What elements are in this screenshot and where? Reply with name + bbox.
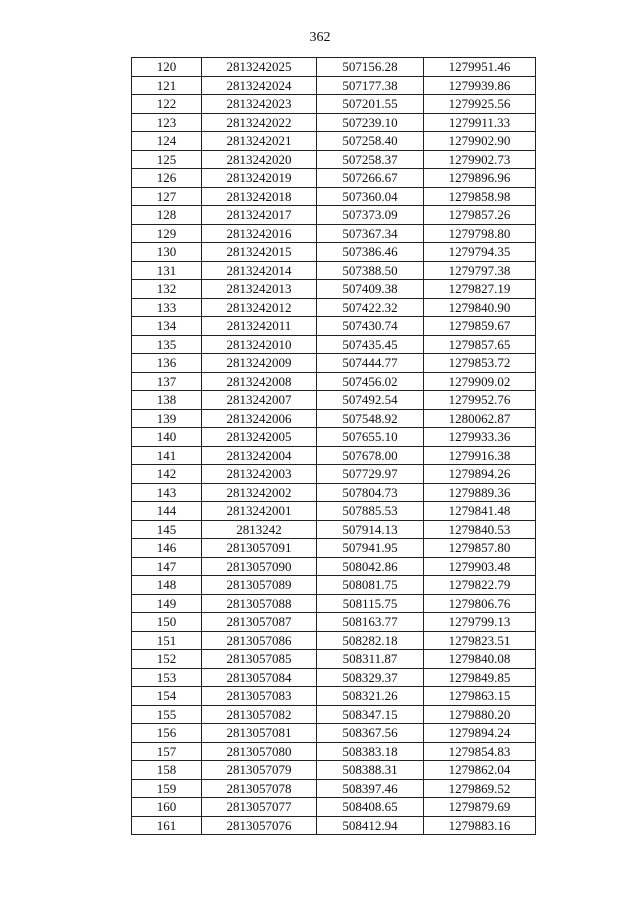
x-coordinate-cell: 507804.73 xyxy=(317,483,424,502)
x-coordinate-cell: 508347.15 xyxy=(317,705,424,724)
code-cell: 2813242 xyxy=(202,520,317,539)
x-coordinate-cell: 507885.53 xyxy=(317,502,424,521)
x-coordinate-cell: 507258.37 xyxy=(317,150,424,169)
row-number-cell: 133 xyxy=(132,298,202,317)
table-row xyxy=(132,557,536,576)
code-cell: 2813242017 xyxy=(202,206,317,225)
row-number-cell: 123 xyxy=(132,113,202,132)
x-coordinate-cell: 507729.97 xyxy=(317,465,424,484)
x-coordinate-cell: 507548.92 xyxy=(317,409,424,428)
code-cell: 2813242012 xyxy=(202,298,317,317)
y-coordinate-cell: 1279798.80 xyxy=(424,224,536,243)
code-cell: 2813242015 xyxy=(202,243,317,262)
y-coordinate-cell: 1279903.48 xyxy=(424,557,536,576)
table-row xyxy=(132,280,536,299)
x-coordinate-cell: 507266.67 xyxy=(317,169,424,188)
x-coordinate-cell: 507373.09 xyxy=(317,206,424,225)
x-coordinate-cell: 507914.13 xyxy=(317,520,424,539)
table-row xyxy=(132,594,536,613)
code-cell: 2813242002 xyxy=(202,483,317,502)
x-coordinate-cell: 507258.40 xyxy=(317,132,424,151)
y-coordinate-cell: 1279889.36 xyxy=(424,483,536,502)
x-coordinate-cell: 508408.65 xyxy=(317,798,424,817)
code-cell: 2813242018 xyxy=(202,187,317,206)
x-coordinate-cell: 508383.18 xyxy=(317,742,424,761)
x-coordinate-cell: 507435.45 xyxy=(317,335,424,354)
y-coordinate-cell: 1279951.46 xyxy=(424,58,536,77)
y-coordinate-cell: 1279952.76 xyxy=(424,391,536,410)
table-row xyxy=(132,465,536,484)
code-cell: 2813242025 xyxy=(202,58,317,77)
y-coordinate-cell: 1279863.15 xyxy=(424,687,536,706)
table-row xyxy=(132,650,536,669)
code-cell: 2813242007 xyxy=(202,391,317,410)
table-row xyxy=(132,668,536,687)
table-row xyxy=(132,95,536,114)
code-cell: 2813057077 xyxy=(202,798,317,817)
table-row xyxy=(132,335,536,354)
x-coordinate-cell: 507239.10 xyxy=(317,113,424,132)
code-cell: 2813057081 xyxy=(202,724,317,743)
table-row xyxy=(132,613,536,632)
code-cell: 2813242009 xyxy=(202,354,317,373)
row-number-cell: 138 xyxy=(132,391,202,410)
code-cell: 2813242008 xyxy=(202,372,317,391)
coordinates-table xyxy=(131,57,536,835)
row-number-cell: 153 xyxy=(132,668,202,687)
x-coordinate-cell: 508115.75 xyxy=(317,594,424,613)
table-row xyxy=(132,705,536,724)
x-coordinate-cell: 508081.75 xyxy=(317,576,424,595)
row-number-cell: 161 xyxy=(132,816,202,835)
row-number-cell: 124 xyxy=(132,132,202,151)
code-cell: 2813242014 xyxy=(202,261,317,280)
x-coordinate-cell: 507492.54 xyxy=(317,391,424,410)
table-row xyxy=(132,576,536,595)
y-coordinate-cell: 1279853.72 xyxy=(424,354,536,373)
table-row xyxy=(132,243,536,262)
row-number-cell: 144 xyxy=(132,502,202,521)
table-row xyxy=(132,539,536,558)
row-number-cell: 125 xyxy=(132,150,202,169)
row-number-cell: 145 xyxy=(132,520,202,539)
table-row xyxy=(132,742,536,761)
y-coordinate-cell: 1279916.38 xyxy=(424,446,536,465)
code-cell: 2813242024 xyxy=(202,76,317,95)
row-number-cell: 154 xyxy=(132,687,202,706)
code-cell: 2813057079 xyxy=(202,761,317,780)
code-cell: 2813057083 xyxy=(202,687,317,706)
row-number-cell: 143 xyxy=(132,483,202,502)
x-coordinate-cell: 508412.94 xyxy=(317,816,424,835)
table-row xyxy=(132,428,536,447)
row-number-cell: 155 xyxy=(132,705,202,724)
table-row xyxy=(132,354,536,373)
code-cell: 2813242004 xyxy=(202,446,317,465)
x-coordinate-cell: 508367.56 xyxy=(317,724,424,743)
y-coordinate-cell: 1279939.86 xyxy=(424,76,536,95)
y-coordinate-cell: 1279823.51 xyxy=(424,631,536,650)
table-row xyxy=(132,298,536,317)
y-coordinate-cell: 1279797.38 xyxy=(424,261,536,280)
table-row xyxy=(132,150,536,169)
table-row xyxy=(132,409,536,428)
x-coordinate-cell: 507409.38 xyxy=(317,280,424,299)
row-number-cell: 151 xyxy=(132,631,202,650)
row-number-cell: 141 xyxy=(132,446,202,465)
row-number-cell: 149 xyxy=(132,594,202,613)
code-cell: 2813057089 xyxy=(202,576,317,595)
row-number-cell: 135 xyxy=(132,335,202,354)
x-coordinate-cell: 508397.46 xyxy=(317,779,424,798)
code-cell: 2813242010 xyxy=(202,335,317,354)
y-coordinate-cell: 1279822.79 xyxy=(424,576,536,595)
row-number-cell: 129 xyxy=(132,224,202,243)
y-coordinate-cell: 1279879.69 xyxy=(424,798,536,817)
row-number-cell: 130 xyxy=(132,243,202,262)
y-coordinate-cell: 1280062.87 xyxy=(424,409,536,428)
y-coordinate-cell: 1279794.35 xyxy=(424,243,536,262)
code-cell: 2813057084 xyxy=(202,668,317,687)
row-number-cell: 122 xyxy=(132,95,202,114)
table-body xyxy=(132,58,536,835)
code-cell: 2813242003 xyxy=(202,465,317,484)
y-coordinate-cell: 1279857.65 xyxy=(424,335,536,354)
y-coordinate-cell: 1279858.98 xyxy=(424,187,536,206)
table-row xyxy=(132,502,536,521)
y-coordinate-cell: 1279849.85 xyxy=(424,668,536,687)
x-coordinate-cell: 507386.46 xyxy=(317,243,424,262)
code-cell: 2813242021 xyxy=(202,132,317,151)
table-row xyxy=(132,132,536,151)
table-row xyxy=(132,446,536,465)
row-number-cell: 147 xyxy=(132,557,202,576)
y-coordinate-cell: 1279925.56 xyxy=(424,95,536,114)
y-coordinate-cell: 1279902.90 xyxy=(424,132,536,151)
table-row xyxy=(132,187,536,206)
row-number-cell: 156 xyxy=(132,724,202,743)
row-number-cell: 134 xyxy=(132,317,202,336)
table-row xyxy=(132,58,536,77)
code-cell: 2813057085 xyxy=(202,650,317,669)
x-coordinate-cell: 507444.77 xyxy=(317,354,424,373)
code-cell: 2813242023 xyxy=(202,95,317,114)
table-row xyxy=(132,391,536,410)
x-coordinate-cell: 507430.74 xyxy=(317,317,424,336)
table-row xyxy=(132,206,536,225)
row-number-cell: 139 xyxy=(132,409,202,428)
code-cell: 2813057086 xyxy=(202,631,317,650)
y-coordinate-cell: 1279896.96 xyxy=(424,169,536,188)
row-number-cell: 140 xyxy=(132,428,202,447)
row-number-cell: 121 xyxy=(132,76,202,95)
y-coordinate-cell: 1279902.73 xyxy=(424,150,536,169)
y-coordinate-cell: 1279857.80 xyxy=(424,539,536,558)
x-coordinate-cell: 507388.50 xyxy=(317,261,424,280)
table-row xyxy=(132,317,536,336)
row-number-cell: 132 xyxy=(132,280,202,299)
table-row xyxy=(132,761,536,780)
code-cell: 2813242019 xyxy=(202,169,317,188)
table-row xyxy=(132,724,536,743)
row-number-cell: 126 xyxy=(132,169,202,188)
code-cell: 2813057076 xyxy=(202,816,317,835)
y-coordinate-cell: 1279894.24 xyxy=(424,724,536,743)
y-coordinate-cell: 1279827.19 xyxy=(424,280,536,299)
code-cell: 2813057087 xyxy=(202,613,317,632)
x-coordinate-cell: 508042.86 xyxy=(317,557,424,576)
y-coordinate-cell: 1279909.02 xyxy=(424,372,536,391)
table-row xyxy=(132,687,536,706)
x-coordinate-cell: 507941.95 xyxy=(317,539,424,558)
code-cell: 2813057080 xyxy=(202,742,317,761)
x-coordinate-cell: 507156.28 xyxy=(317,58,424,77)
row-number-cell: 142 xyxy=(132,465,202,484)
y-coordinate-cell: 1279933.36 xyxy=(424,428,536,447)
y-coordinate-cell: 1279806.76 xyxy=(424,594,536,613)
table-row xyxy=(132,798,536,817)
table-row xyxy=(132,372,536,391)
y-coordinate-cell: 1279857.26 xyxy=(424,206,536,225)
code-cell: 2813242011 xyxy=(202,317,317,336)
x-coordinate-cell: 507367.34 xyxy=(317,224,424,243)
table-row xyxy=(132,816,536,835)
code-cell: 2813057082 xyxy=(202,705,317,724)
code-cell: 2813242016 xyxy=(202,224,317,243)
y-coordinate-cell: 1279859.67 xyxy=(424,317,536,336)
y-coordinate-cell: 1279840.90 xyxy=(424,298,536,317)
table-row xyxy=(132,76,536,95)
y-coordinate-cell: 1279911.33 xyxy=(424,113,536,132)
row-number-cell: 150 xyxy=(132,613,202,632)
y-coordinate-cell: 1279841.48 xyxy=(424,502,536,521)
table-row xyxy=(132,113,536,132)
row-number-cell: 136 xyxy=(132,354,202,373)
table-row xyxy=(132,483,536,502)
row-number-cell: 127 xyxy=(132,187,202,206)
code-cell: 2813242020 xyxy=(202,150,317,169)
x-coordinate-cell: 507678.00 xyxy=(317,446,424,465)
row-number-cell: 152 xyxy=(132,650,202,669)
y-coordinate-cell: 1279894.26 xyxy=(424,465,536,484)
y-coordinate-cell: 1279880.20 xyxy=(424,705,536,724)
code-cell: 2813057091 xyxy=(202,539,317,558)
x-coordinate-cell: 508282.18 xyxy=(317,631,424,650)
row-number-cell: 128 xyxy=(132,206,202,225)
code-cell: 2813242005 xyxy=(202,428,317,447)
y-coordinate-cell: 1279883.16 xyxy=(424,816,536,835)
x-coordinate-cell: 508163.77 xyxy=(317,613,424,632)
x-coordinate-cell: 508311.87 xyxy=(317,650,424,669)
row-number-cell: 137 xyxy=(132,372,202,391)
x-coordinate-cell: 507177.38 xyxy=(317,76,424,95)
y-coordinate-cell: 1279840.08 xyxy=(424,650,536,669)
row-number-cell: 160 xyxy=(132,798,202,817)
code-cell: 2813057078 xyxy=(202,779,317,798)
code-cell: 2813057090 xyxy=(202,557,317,576)
table-row xyxy=(132,169,536,188)
y-coordinate-cell: 1279862.04 xyxy=(424,761,536,780)
x-coordinate-cell: 507655.10 xyxy=(317,428,424,447)
x-coordinate-cell: 507201.55 xyxy=(317,95,424,114)
x-coordinate-cell: 508321.26 xyxy=(317,687,424,706)
y-coordinate-cell: 1279854.83 xyxy=(424,742,536,761)
y-coordinate-cell: 1279869.52 xyxy=(424,779,536,798)
table-row xyxy=(132,631,536,650)
row-number-cell: 131 xyxy=(132,261,202,280)
x-coordinate-cell: 507422.32 xyxy=(317,298,424,317)
table-row xyxy=(132,779,536,798)
page-number: 362 xyxy=(309,30,331,45)
row-number-cell: 146 xyxy=(132,539,202,558)
x-coordinate-cell: 508388.31 xyxy=(317,761,424,780)
x-coordinate-cell: 508329.37 xyxy=(317,668,424,687)
y-coordinate-cell: 1279840.53 xyxy=(424,520,536,539)
code-cell: 2813057088 xyxy=(202,594,317,613)
table-row xyxy=(132,224,536,243)
row-number-cell: 157 xyxy=(132,742,202,761)
table-row xyxy=(132,520,536,539)
code-cell: 2813242001 xyxy=(202,502,317,521)
code-cell: 2813242006 xyxy=(202,409,317,428)
row-number-cell: 158 xyxy=(132,761,202,780)
row-number-cell: 148 xyxy=(132,576,202,595)
code-cell: 2813242013 xyxy=(202,280,317,299)
x-coordinate-cell: 507360.04 xyxy=(317,187,424,206)
y-coordinate-cell: 1279799.13 xyxy=(424,613,536,632)
row-number-cell: 120 xyxy=(132,58,202,77)
row-number-cell: 159 xyxy=(132,779,202,798)
x-coordinate-cell: 507456.02 xyxy=(317,372,424,391)
table-row xyxy=(132,261,536,280)
code-cell: 2813242022 xyxy=(202,113,317,132)
